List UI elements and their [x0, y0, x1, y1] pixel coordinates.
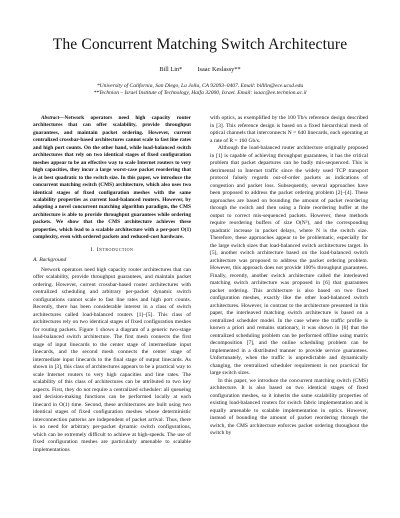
- author-2: Isaac Keslassy**: [197, 66, 241, 73]
- abstract-text: Network operators need high capacity router architectures that can offer scalability, provide throughput guarantees, and maintain packet ordering. However, current centralized crossbar-based architectures cannot scale to fast line rates and high port counts. On the other hand, while load-balanced switch architectures that rely on two identical stages of fixed configuration meshes appear to be an effective way to scale Internet routers to very high capacities, they incur a large worst-case packet reordering that is at best quadratic to the switch size. In this paper, we introduce the concurrent matching switch (CMS) architecture, which also uses two identical stages of fixed configuration meshes with the same scalability properties as current load-balanced routers. However, by adopting a novel concurrent matching algorithm paradigm, the CMS architecture is able to provide throughput guarantees while ordering packets. We show that the CMS architecture achieves these properties, which lead to a scalable architecture with a per-port O(1) complexity, even with ordered packets and reduced-cost hardware.: [33, 115, 191, 241]
- section-heading-introduction: I. Introduction: [90, 246, 134, 253]
- paper-title: The Concurrent Matching Switch Architecture: [52, 36, 348, 53]
- author-line: [0, 66, 400, 74]
- author-1: Bill Lin*: [159, 66, 183, 73]
- affiliations: [0, 83, 400, 98]
- left-column: [33, 115, 191, 454]
- body-paragraph: Although the load-balanced router architecture originally proposed in [1] is capable of achieving throughput guarantees, it has the critical problem that packet departures can be badly mis-sequenced. This is detrimental to Internet traffic since the widely used TCP transport protocol falsely regards out-of-order packets as indications of congestion and packet loss. Subsequently, several approaches have been proposed to address the packet ordering problem [2]–[4]. These approaches are based on bounding the amount of packet reordering through the switch and then using a finite reordering buffer at the output to correct mis-sequenced packets. However, these methods require reordering buffers of size O(N²), and the corresponding quadratic increase in packet delays, where N is the switch size. Therefore, these approaches appear to be problematic, especially for the large switch sizes that load-balanced switch architectures target. In [5], another switch architecture based on the load-balanced switch architecture was proposed to address the packet ordering problem. However, this approach does not provide 100% throughput guarantees. Finally, recently, another switch architecture called the interleaved matching switch architecture was proposed in [6] that guarantees packet ordering. This architecture is also based on two fixed configuration meshes, exactly like the other load-balanced switch architectures. However, in contrast to the architecture presented in this paper, the interleaved matching switch architecture is based on a centralized scheduler model. In the case where the traffic profile is known a priori and remains stationary, it was shown in [6] that the centralized scheduling problem can be performed offline using matrix decomposition [7], and the online scheduling problem can be implemented in a distributed manner to provide service guarantees. Unfortunately, when the traffic is unpredictable and dynamically changing, the centralized scheduler requirement is not practical for large switch sizes.: [210, 145, 368, 376]
- body-paragraph: with optics, as exemplified by the 100 Tb/s reference design described in [3]. This reference design is based on a fixed hierarchical mesh of optical channels that interconnects N = 640 linecards, each operating at a rate of R = 160 Gb/s.: [210, 115, 368, 144]
- body-paragraph: Network operators need high capacity router architectures that can offer scalability, provide throughput guarantees, and maintain packet ordering. However, current crossbar-based router architectures with centralized scheduling and arbitrary per-packet dynamic switch configurations cannot scale to fast line rates and high port counts. Recently, there has been considerable interest in a class of switch architectures called load-balanced routers [1]–[5]. This class of architectures rely on two identical stages of fixed configuration meshes for routing packets. Figure 1 shows a diagram of a generic two-stage load-balanced switch architecture. The first mesh connects the first stage of input linecards to the center stage of intermediate input linecards, and the second mesh connects the center stage of intermediate input linecards to the final stage of output linecards. As shown in [3], this class of architectures appears to be a practical way to scale Internet routers to very high capacities and line rates. The scalability of this class of architectures can be attributed to two key aspects. First, they do not require a centralized scheduler: all queueing and decision-making functions can be performed locally at each linecard in O(1) time. Second, these architectures are built using two identical stages of fixed configuration meshes whose deterministic interconnection patterns are independent of packet arrival. Thus, there is no need for arbitrary per-packet dynamic switch configurations, which can be extremely difficult to achieve at high-speeds. The use of fixed configuration meshes are particularly amenable to scalable implementations: [33, 266, 191, 453]
- abstract-label: Abstract—: [41, 115, 65, 121]
- subsection-heading-background: A. Background: [33, 257, 67, 264]
- affiliation-2: **Technion – Israel Institute of Technology, Haifa 32000, Israel. Email: isaac@ee.technion.ac.il: [93, 90, 307, 97]
- affiliation-1: *University of California, San Diego, La Jolla, CA 92093–0407. Email: billlin@ece.ucsd.edu: [96, 83, 304, 89]
- body-paragraph: In this paper, we introduce the concurrent matching switch (CMS) architecture. It is also based on two identical stages of fixed configuration meshes, so it inherits the same scalability properties of existing load-balanced routers for switch fabric implementation and is equally amenable to scalable implementation in optics. However, instead of bounding the amount of packet reordering through the switch, the CMS architecture enforces packet ordering throughout the switch by: [210, 377, 368, 436]
- abstract: [33, 115, 191, 242]
- right-column: [210, 115, 368, 438]
